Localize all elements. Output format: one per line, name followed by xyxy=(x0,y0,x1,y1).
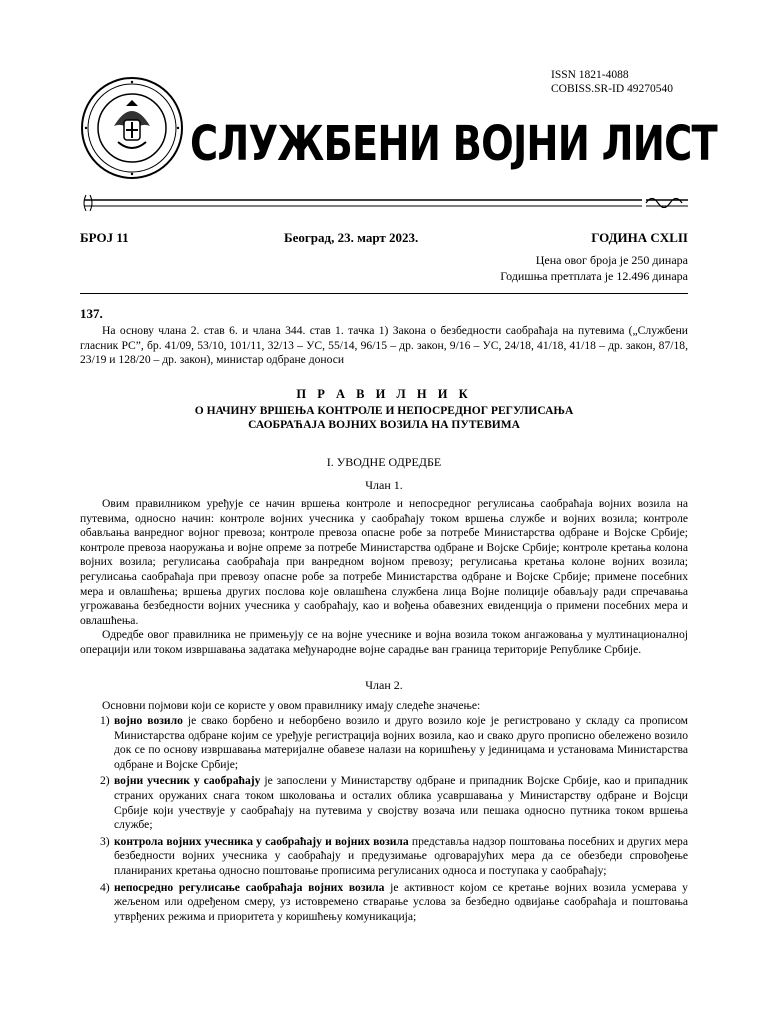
definition-item xyxy=(100,835,688,879)
issue-price: Цена овог броја је 250 динара xyxy=(535,253,688,267)
definition-number: 1) xyxy=(100,714,110,727)
definition-term: контрола војних учесника у саобраћају и војних возила xyxy=(114,834,409,848)
issue-place-date: Београд, 23. март 2023. xyxy=(284,230,419,245)
issue-number: БРОЈ 11 xyxy=(80,230,129,245)
act-preamble: На основу члана 2. став 6. и члана 344. став 1. тачка 1) Закона о безбедности саобраћаја на путевима („Службени гласник РС”, бр. 41/09, 53/10, 101/11, 32/13 – УС, 55/14, 96/15 – др. закон, 9/16 – УС, 24/18, 41/18, 41/18 – др. закон, 87/18, 23/19 и 128/20 – др. закон), министар одбране доноси xyxy=(80,324,688,367)
article-1-paragraph-2: Одредбе овог правилника не примењују се на војне учеснике и војна возила током ангажовања у мултинационалној операцији или током извршавања задатака међународне војне сарадње ван граница територије Републике Србије. xyxy=(80,628,688,656)
cobiss-id: COBISS.SR-ID 49270540 xyxy=(551,83,674,95)
definition-number: 4) xyxy=(100,880,110,894)
ornamental-rule xyxy=(80,192,688,216)
definition-text: је свако борбено и неборбено возило и друго возило које је регистровано у складу са прописом Министарства одбране којим се уређује регистрација војних возила, као и свако друго прописно обележено возило док се по основу извршавања материјалне обавезе налази на коришћењу у јединицама и установама Министарства одбране и Војске Србије; xyxy=(114,714,688,771)
issn-block xyxy=(551,68,673,96)
act-subtitle-1: О НАЧИНУ ВРШЕЊА КОНТРОЛЕ И НЕПОСРЕДНОГ РЕГУЛИСАЊА xyxy=(194,405,574,417)
act-number: 137. xyxy=(80,306,103,321)
definition-number: 3) xyxy=(100,834,110,848)
definition-number: 2) xyxy=(100,774,110,788)
definition-text: представља надзор поштовања посебних и других мера безбедности војних учесника у саобраћају и предузимање одговарајућих мера да се обезбеди спровођење планираних кретања односно поштовање прописима регулисаних односа и поступака у саобраћају; xyxy=(114,834,688,877)
definition-item xyxy=(100,714,688,772)
article-1-paragraph-1: Овим правилником уређује се начин вршења контроле и непосредног регулисања саобраћаја војних возила на путевима, односно начин: контроле војних учесника у саобраћају током вршења службе и војних возила; контроле обављања ванредног војног превоза; контроле превоза опасне робе за потребе Министарства одбране и Војске Србије; контроле превоза наоружања и војне опреме за потребе Министарства одбране и Војске Србије; контроле кретања колона војних возила; регулисања саобраћаја при ванредном војном превозу; регулисања кретања колоне војних возила; регулисања саобраћаја при превозу опасне робе за потребе Министарства одбране и Војске Србије; примене посебних мера и овлашћења; вршења других послова које овлашћена службена лица Војне полиције обављају ради спречавања угрожавања безбедности војних учесника у саобраћају, као и вођења обавезних евиденција о примени посебних мера и овлашћења. xyxy=(80,497,688,627)
price-info xyxy=(500,252,688,284)
definition-item xyxy=(100,774,688,832)
definition-text: је запослени у Министарству одбране и припадник Војске Србије, као и припадник страних оружаних снага током школовања и осталих облика усавршавања у Министарству одбране и Војсци Србије који учествује у саобраћају на путевима у својству возача или пешака односно путника током вршења службе; xyxy=(114,774,688,832)
article-2-heading: Члан 2. xyxy=(365,678,403,692)
article-2-intro: Основни појмови који се користе у овом правилнику имају следеће значење: xyxy=(102,699,481,712)
ministry-emblem-logo xyxy=(80,76,184,180)
act-subtitle-2: САОБРАЋАЈА ВОЈНИХ ВОЗИЛА НА ПУТЕВИМА xyxy=(248,419,520,431)
subscription-price: Годишња претплата је 12.496 динара xyxy=(500,269,688,283)
definitions-list xyxy=(100,714,688,926)
section-heading: I. УВОДНЕ ОДРЕДБЕ xyxy=(326,455,442,469)
issue-year: ГОДИНА CXLII xyxy=(591,230,688,245)
definition-term: војни учесник у саобраћају xyxy=(114,774,261,788)
issn-number: ISSN 1821-4088 xyxy=(551,69,629,81)
definition-term: непосредно регулисање саобраћаја војних возила xyxy=(114,880,385,894)
article-1-heading: Члан 1. xyxy=(365,478,403,492)
definition-text: је активност којом се кретање војних возила усмерава у жељеном или одређеном смеру, уз истовремено стварање услова за безбедно одвијање саобраћаја и поштовања утврђених режима и приоритета у коришћењу комуникација; xyxy=(114,880,688,923)
definition-term: војно возило xyxy=(114,714,183,727)
gazette-title: СЛУЖБЕНИ ВОЈНИ ЛИСТ xyxy=(190,116,717,172)
act-title: П Р А В И Л Н И К xyxy=(296,387,472,401)
definition-item xyxy=(100,881,688,925)
header-divider xyxy=(80,293,688,294)
